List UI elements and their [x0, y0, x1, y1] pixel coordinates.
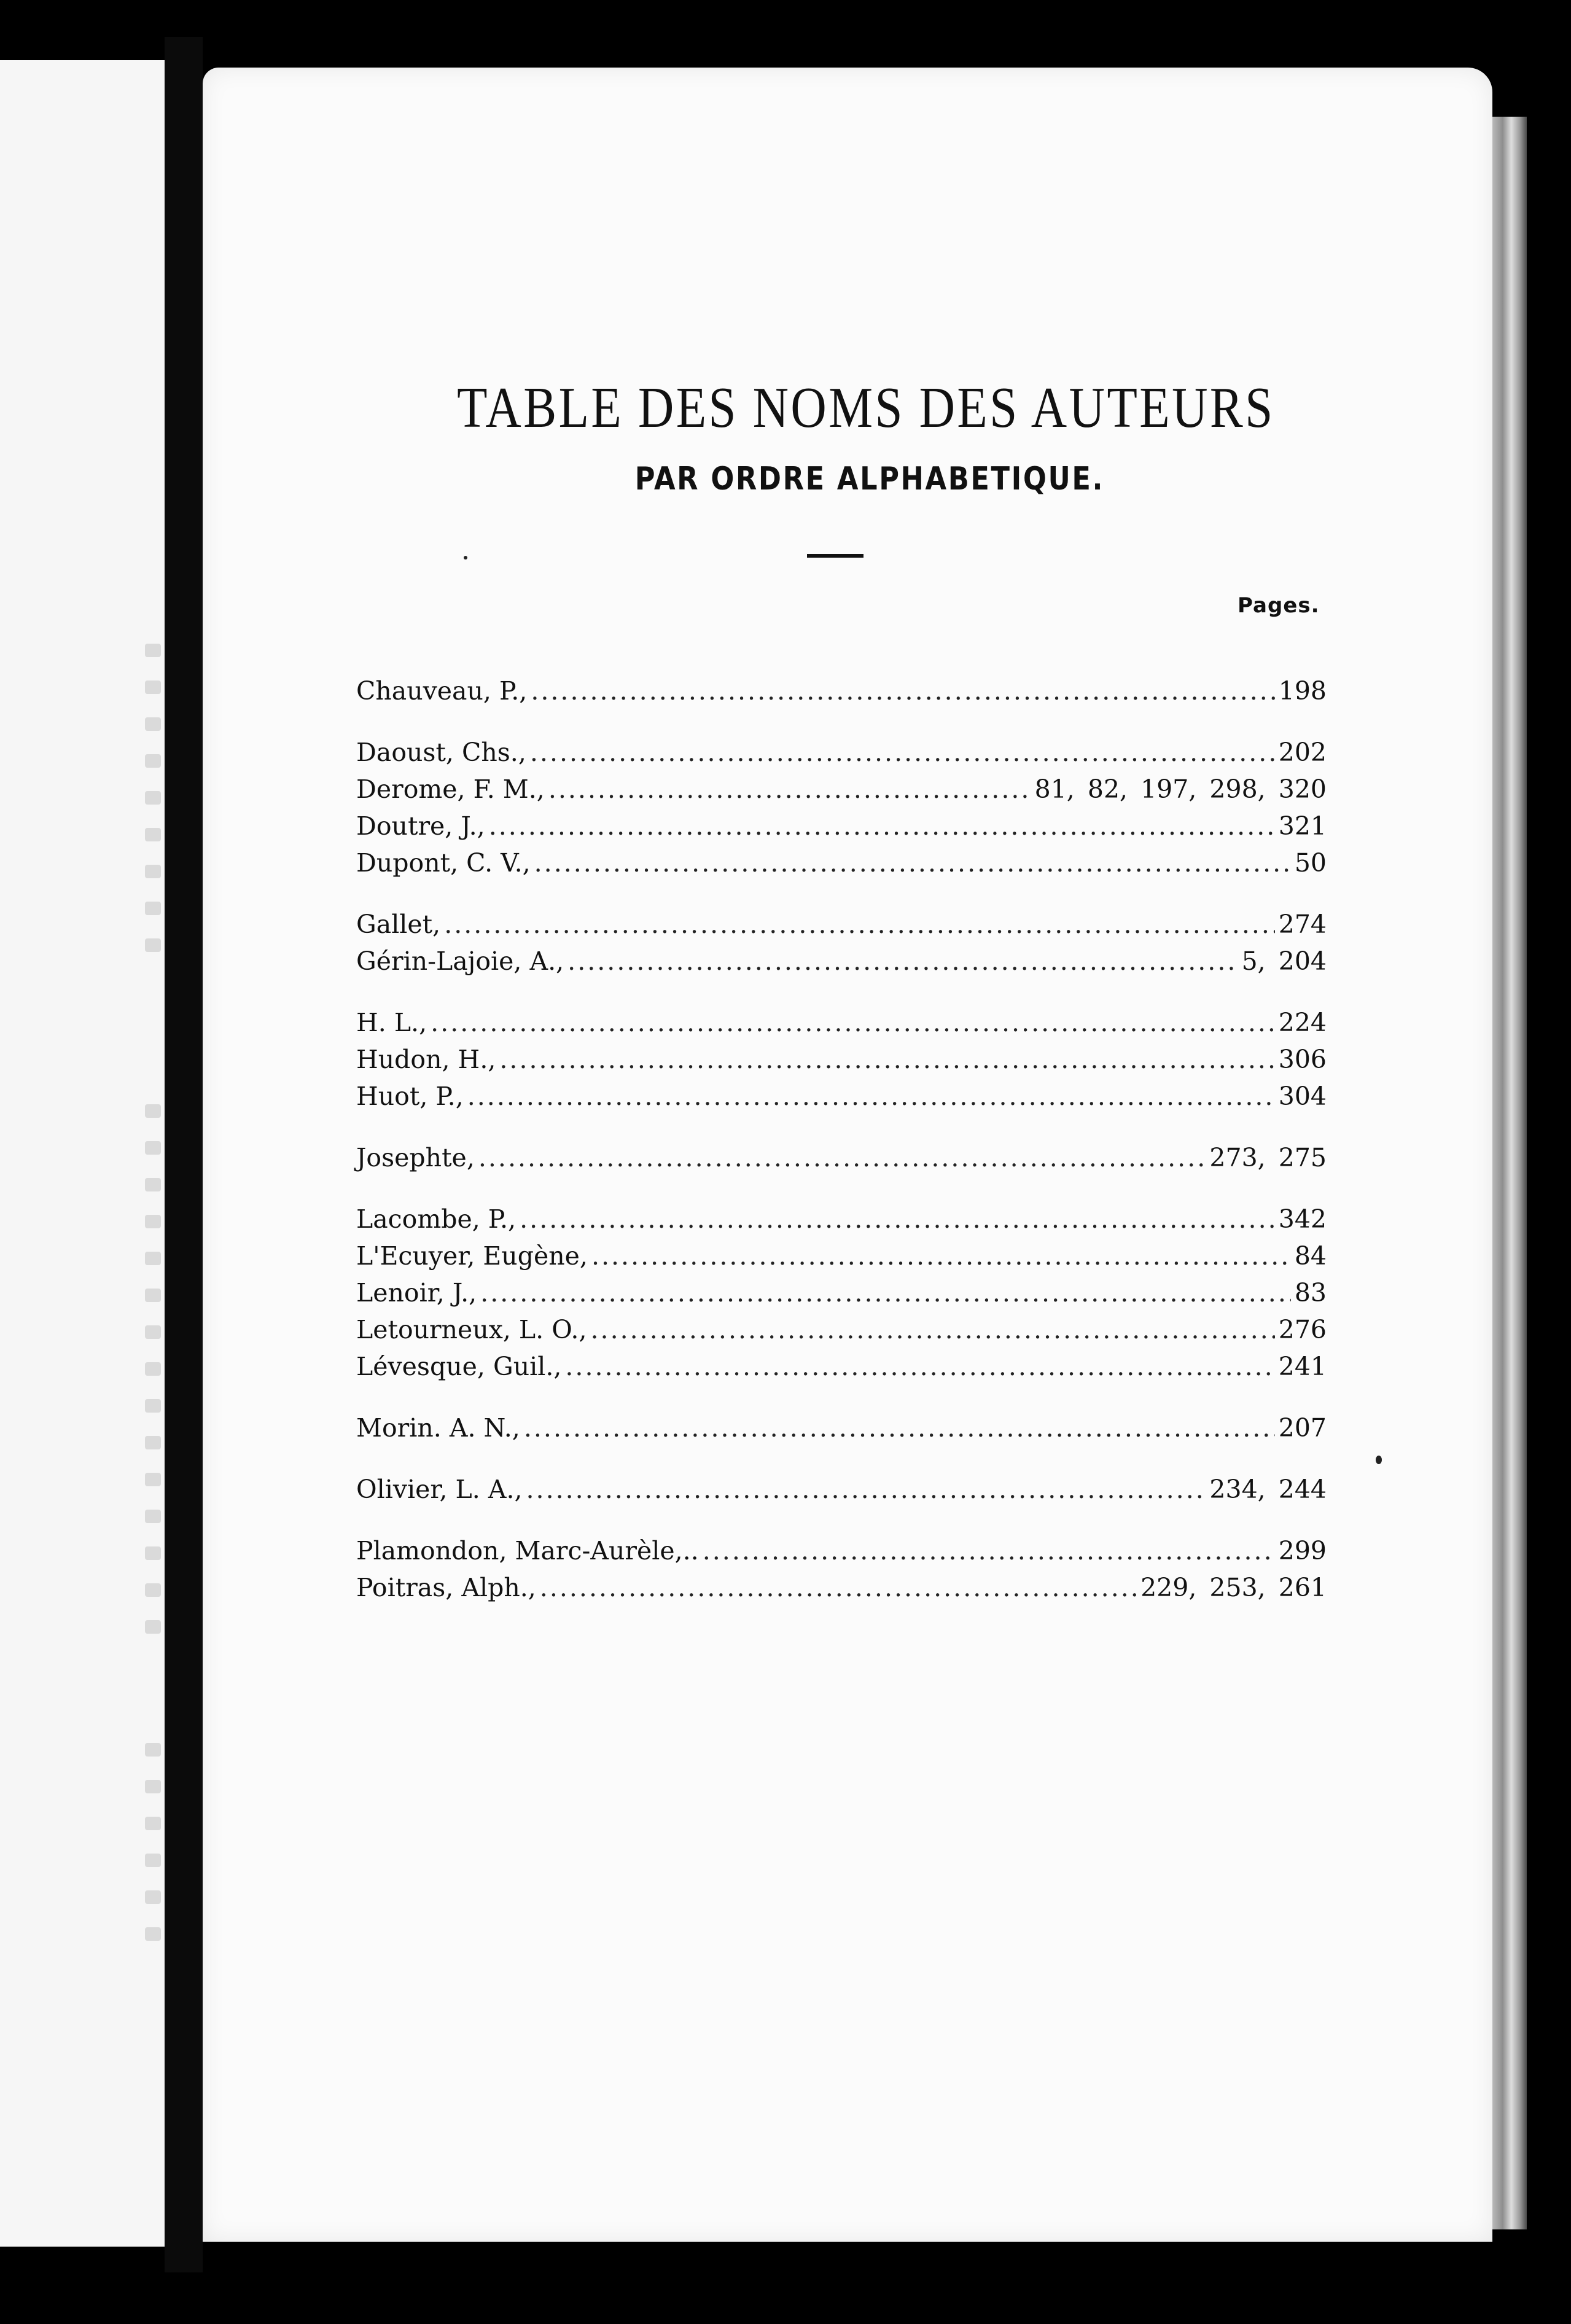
author-name: Derome, F. M., — [356, 774, 545, 804]
page-content — [203, 68, 1492, 2242]
index-entry — [356, 1311, 1327, 1348]
page-numbers: 198 — [1278, 676, 1327, 706]
index-entry — [356, 1078, 1327, 1115]
bleed-through-text — [0, 60, 165, 2247]
page-numbers: 224 — [1278, 1008, 1327, 1037]
index-entry — [356, 1569, 1327, 1606]
pages-column-header: Pages. — [1238, 593, 1320, 618]
index-entry — [356, 1004, 1327, 1041]
page-title: TABLE DES NOMS DES AUTEURS — [457, 376, 1275, 440]
index-entry — [356, 1238, 1327, 1274]
index-entry — [356, 1139, 1327, 1176]
page-subtitle: PAR ORDRE ALPHABETIQUE. — [634, 461, 1105, 497]
author-name: Morin. A. N., — [356, 1413, 520, 1443]
author-name: Gallet, — [356, 910, 441, 939]
author-name: Chauveau, P., — [356, 676, 528, 706]
index-entry — [356, 673, 1327, 709]
index-entry — [356, 1471, 1327, 1508]
page-numbers: 50 — [1294, 848, 1327, 878]
index-entry — [356, 734, 1327, 771]
page-numbers: 274 — [1278, 910, 1327, 939]
book-gutter — [165, 37, 203, 2272]
page-numbers: 304 — [1278, 1082, 1327, 1111]
ink-speck — [464, 556, 467, 560]
author-name: Letourneux, L. O., — [356, 1315, 587, 1344]
author-name: H. L., — [356, 1008, 427, 1037]
author-name: Gérin-Lajoie, A., — [356, 946, 564, 976]
page-numbers: 306 — [1278, 1045, 1327, 1074]
title-rule — [807, 554, 863, 558]
index-entry — [356, 1532, 1327, 1569]
index-entry — [356, 1348, 1327, 1385]
author-name: Hudon, H., — [356, 1045, 496, 1074]
ink-speck — [1376, 1456, 1382, 1464]
index-entry — [356, 771, 1327, 808]
index-entry — [356, 1274, 1327, 1311]
page-numbers: 342 — [1278, 1204, 1327, 1234]
facing-page — [0, 60, 166, 2247]
page-edge — [1492, 117, 1527, 2229]
page-numbers: 273, 275 — [1209, 1143, 1327, 1172]
author-name: Olivier, L. A., — [356, 1475, 523, 1504]
author-name: Lenoir, J., — [356, 1278, 477, 1308]
author-name: Lévesque, Guil., — [356, 1352, 562, 1381]
page-numbers: 229, 253, 261 — [1140, 1573, 1327, 1602]
index-entry — [356, 1041, 1327, 1078]
author-name: Huot, P., — [356, 1082, 464, 1111]
page-numbers: 207 — [1278, 1413, 1327, 1443]
author-name: Plamondon, Marc-Aurèle,.. — [356, 1536, 699, 1566]
page-numbers: 299 — [1278, 1536, 1327, 1566]
index-entry — [356, 906, 1327, 943]
page-numbers: 81, 82, 197, 298, 320 — [1034, 774, 1327, 804]
author-name: Poitras, Alph., — [356, 1573, 536, 1602]
index-entry — [356, 844, 1327, 881]
index-entry — [356, 1201, 1327, 1238]
author-name: Lacombe, P., — [356, 1204, 517, 1234]
author-name: Josephte, — [356, 1143, 475, 1172]
index-entry — [356, 943, 1327, 980]
page-numbers: 234, 244 — [1209, 1475, 1327, 1504]
page-numbers: 241 — [1278, 1352, 1327, 1381]
index-entry — [356, 808, 1327, 844]
page-numbers: 83 — [1294, 1278, 1327, 1308]
page-numbers: 276 — [1278, 1315, 1327, 1344]
page-numbers: 84 — [1294, 1241, 1327, 1271]
index-entry — [356, 1410, 1327, 1446]
author-name: Doutre, J., — [356, 811, 485, 841]
page-numbers: 5, 204 — [1241, 946, 1327, 976]
author-name: Dupont, C. V., — [356, 848, 531, 878]
index-page — [203, 68, 1492, 2242]
page-numbers: 321 — [1278, 811, 1327, 841]
page-numbers: 202 — [1278, 738, 1327, 767]
author-name: Daoust, Chs., — [356, 738, 526, 767]
author-name: L'Ecuyer, Eugène, — [356, 1241, 588, 1271]
